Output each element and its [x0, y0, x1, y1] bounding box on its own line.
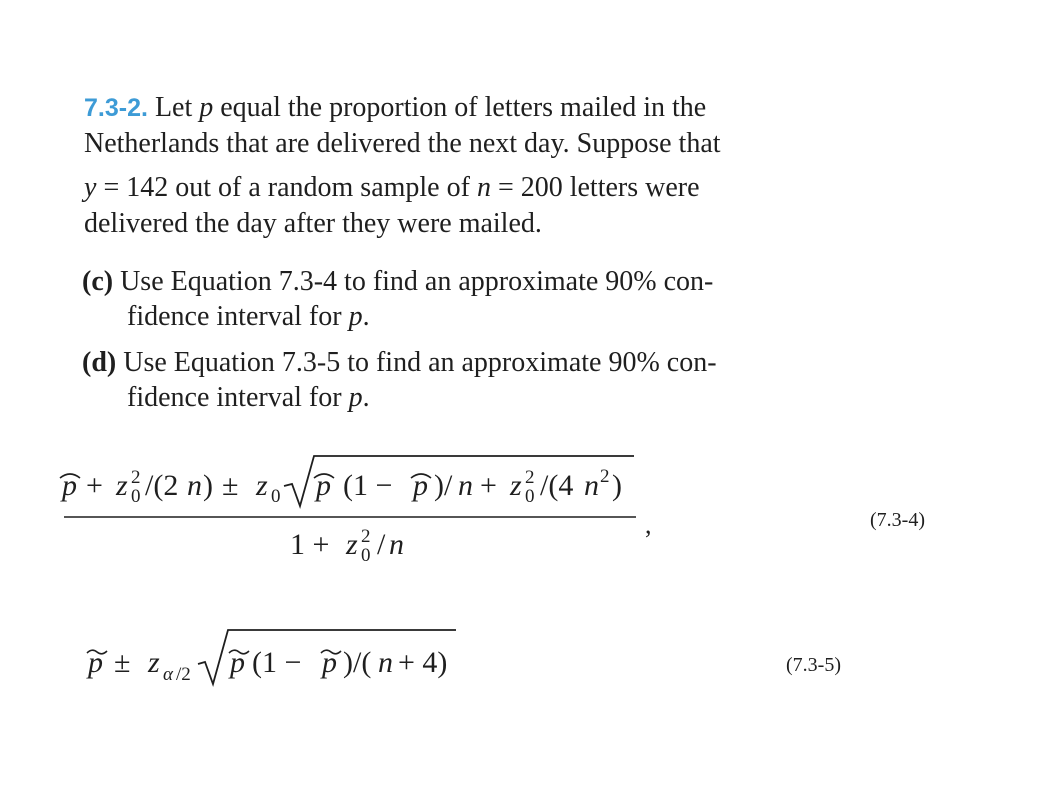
svg-text:z: z: [510, 469, 522, 502]
svg-text:0: 0: [525, 486, 535, 507]
svg-text:): ): [612, 469, 622, 502]
part-d: (d) Use Equation 7.3-5 to find an approximate 90% con- fidence interval for p.: [82, 347, 717, 413]
svg-text:z: z: [116, 469, 128, 502]
svg-text:)/: )/: [434, 469, 453, 502]
equation-7-3-4-label: (7.3-4): [870, 509, 925, 531]
svg-text:0: 0: [271, 486, 281, 507]
svg-text:/(4: /(4: [540, 469, 574, 502]
problem-statement: [84, 90, 721, 242]
svg-text:,: ,: [645, 510, 652, 539]
svg-text:z: z: [346, 528, 358, 561]
svg-text:p: p: [62, 469, 77, 502]
part-c-label: (c): [82, 266, 114, 297]
svg-text:/(2: /(2: [145, 469, 179, 502]
svg-text:2: 2: [131, 467, 141, 488]
svg-text:2: 2: [361, 526, 371, 547]
part-c: (c) Use Equation 7.3-4 to find an approximate 90% con- fidence interval for p.: [82, 266, 714, 332]
svg-text:)/(: )/(: [343, 646, 372, 679]
part-d-label: (d): [82, 347, 117, 378]
svg-text:p: p: [88, 646, 103, 679]
equation-7-3-4: [0, 440, 700, 570]
svg-text:(1 −: (1 −: [252, 646, 302, 679]
svg-text:1 +: 1 +: [290, 528, 330, 561]
svg-text:z: z: [148, 646, 160, 679]
svg-text:±: ±: [222, 469, 239, 502]
svg-text:±: ±: [114, 646, 131, 679]
svg-text:n: n: [458, 469, 473, 502]
svg-text:0: 0: [361, 545, 371, 566]
svg-text:/: /: [377, 528, 386, 561]
svg-text:n: n: [389, 528, 404, 561]
problem-number: 7.3-2.: [84, 94, 148, 122]
svg-text:2: 2: [600, 466, 610, 487]
svg-text:p: p: [322, 646, 337, 679]
equation-7-3-5: [0, 610, 520, 690]
svg-text:n: n: [187, 469, 202, 502]
problem-line-2: Netherlands that are delivered the next day. Suppose that: [84, 128, 721, 159]
svg-text:2: 2: [525, 467, 535, 488]
svg-text:0: 0: [131, 486, 141, 507]
problem-line-1: 7.3-2. Let p equal the proportion of letters mailed in the: [84, 92, 707, 123]
svg-text:+: +: [480, 469, 497, 502]
equation-7-3-5-label: (7.3-5): [786, 654, 841, 676]
svg-text:p: p: [413, 469, 428, 502]
svg-text:+ 4): + 4): [398, 646, 448, 679]
svg-text:p: p: [316, 469, 331, 502]
problem-line-4: delivered the day after they were mailed.: [84, 208, 542, 239]
svg-text:+: +: [86, 469, 103, 502]
svg-text:α: α: [163, 664, 173, 685]
problem-line-3: y = 142 out of a random sample of n = 200 letters were: [84, 172, 700, 203]
svg-text:z: z: [256, 469, 268, 502]
svg-text:): ): [203, 469, 213, 502]
svg-text:p: p: [230, 646, 245, 679]
svg-text:n: n: [584, 469, 599, 502]
svg-text:/2: /2: [176, 664, 191, 685]
svg-text:n: n: [378, 646, 393, 679]
svg-text:(1 −: (1 −: [343, 469, 393, 502]
